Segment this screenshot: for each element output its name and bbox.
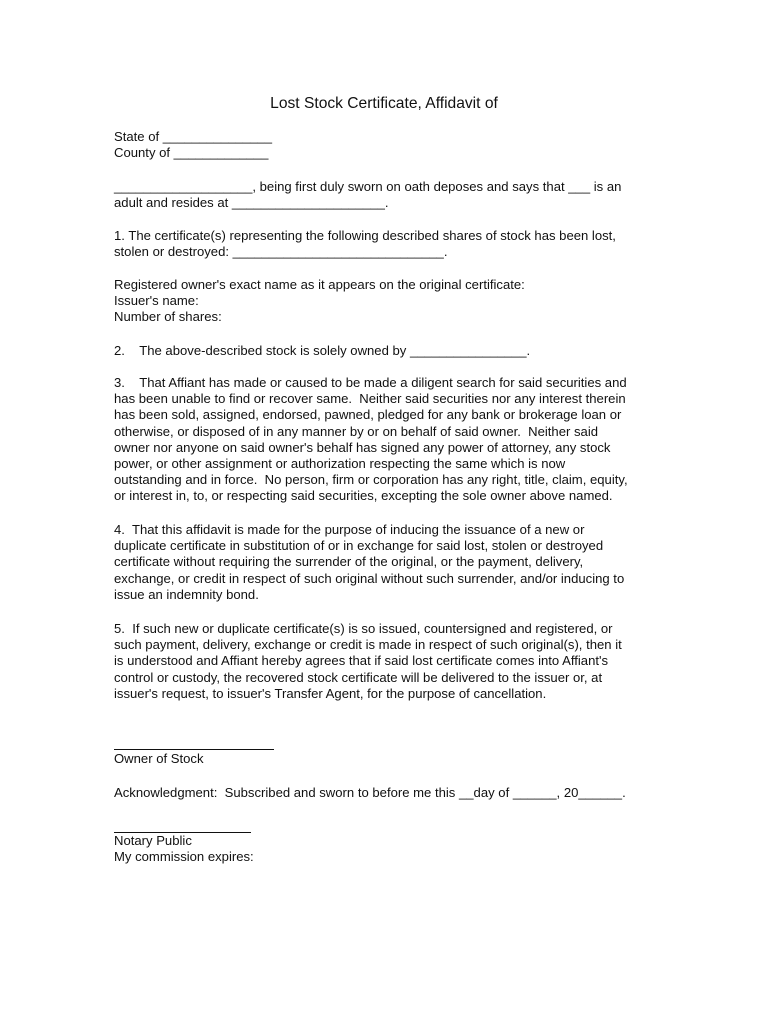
para2-line: 2. The above-described stock is solely owned by ________________. (114, 343, 531, 358)
para3-line-6: power, or other assignment or authorization respecting the same which is now (114, 456, 566, 472)
paragraph-2 (114, 343, 656, 359)
para4-line-2: duplicate certificate in substitution of or in exchange for said lost, stolen or destroyed (114, 538, 604, 554)
para1-line-1: 1. The certificate(s) representing the following described shares of stock has been lost, (114, 228, 616, 243)
para3-line-4: otherwise, or disposed of in any manner by or on behalf of said owner. Neither said (114, 423, 599, 439)
para3-line-5: owner nor anyone on said owner's behalf has signed any power of attorney, any stock (114, 439, 611, 455)
para4-line-3: certificate without requiring the surrender of the original, or the payment, delivery, (114, 554, 584, 570)
acknowledgment-block (114, 785, 656, 801)
notary-block (114, 833, 656, 865)
para1-line-2: stolen or destroyed: _____________________________. (114, 244, 448, 260)
intro-paragraph (114, 179, 656, 211)
county-line: County of _____________ (114, 145, 269, 161)
para3-line-2: has been unable to find or recover same. Neither said securities nor any interest therein (114, 391, 626, 407)
registered-owner-label: Registered owner's exact name as it appears on the original certificate: (114, 277, 525, 292)
para5-line-1: 5. If such new or duplicate certificate(s) is so issued, countersigned and registered, or (114, 621, 613, 636)
owner-signature-block (114, 751, 656, 767)
state-line: State of _______________ (114, 129, 273, 144)
paragraph-3 (114, 375, 656, 505)
para3-line-1: 3. That Affiant has made or caused to be made a diligent search for said securities and (114, 375, 627, 390)
para3-line-3: has been sold, assigned, endorsed, pawned, pledged for any bank or brokerage loan or (114, 407, 622, 423)
owner-info-block (114, 277, 656, 326)
owner-signature-line (114, 749, 274, 750)
paragraph-5 (114, 621, 656, 702)
number-of-shares-label: Number of shares: (114, 309, 222, 325)
owner-of-stock-label: Owner of Stock (114, 751, 204, 766)
intro-line-2: adult and resides at _____________________. (114, 195, 389, 211)
para4-line-1: 4. That this affidavit is made for the purpose of inducing the issuance of a new or (114, 522, 585, 537)
para5-line-3: is understood and Affiant hereby agrees that if said lost certificate comes into Affiant's (114, 653, 609, 669)
paragraph-1 (114, 228, 656, 260)
acknowledgment-line: Acknowledgment: Subscribed and sworn to before me this __day of ______, 20______. (114, 785, 626, 800)
issuer-name-label: Issuer's name: (114, 293, 199, 309)
para5-line-4: control or custody, the recovered stock certificate will be delivered to the issuer or, at (114, 669, 603, 685)
notary-public-label: Notary Public (114, 833, 192, 848)
para3-line-7: outstanding and in force. No person, firm or corporation has any right, title, claim, equity, (114, 472, 628, 488)
para3-line-8: or interest in, to, or respecting said securities, excepting the sole owner above named. (114, 488, 613, 504)
venue-block (114, 129, 656, 161)
para5-line-5: issuer's request, to issuer's Transfer Agent, for the purpose of cancellation. (114, 685, 547, 701)
para4-line-5: issue an indemnity bond. (114, 586, 259, 602)
para5-line-2: such payment, delivery, exchange or credit is made in respect of such original(s), then it (114, 637, 622, 653)
intro-line-1: ___________________, being first duly sworn on oath deposes and says that ___ is an (114, 179, 622, 194)
document-title: Lost Stock Certificate, Affidavit of (270, 95, 498, 112)
commission-expires-label: My commission expires: (114, 849, 254, 865)
paragraph-4 (114, 522, 656, 603)
para4-line-4: exchange, or credit in respect of such original without such surrender, and/or inducing to (114, 570, 625, 586)
